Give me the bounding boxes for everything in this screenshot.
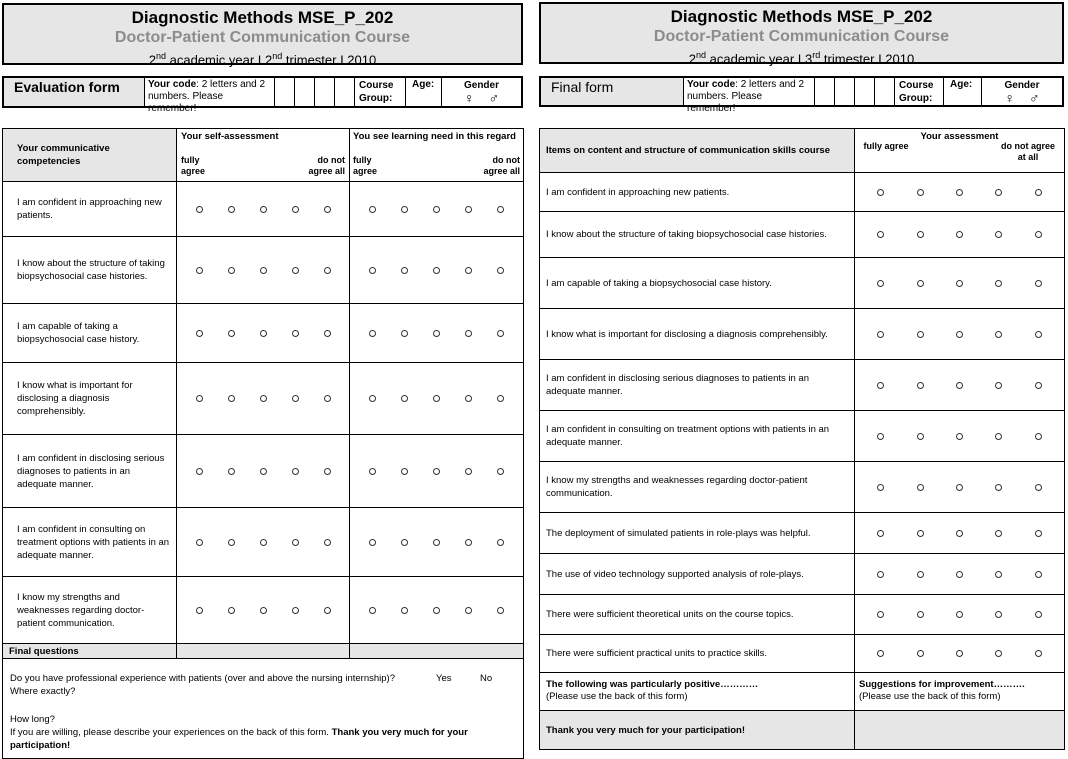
assessment-scale <box>855 635 1065 673</box>
thanks-note: Thank you very much for your participation! <box>540 711 855 750</box>
describe-note: If you are willing, please describe your experiences on the back of this form. Thank you very much for your participation! <box>10 727 468 751</box>
competencies-header: Your communicative competencies <box>3 129 177 182</box>
age-field[interactable]: Age: <box>944 78 982 105</box>
course-group-field[interactable]: Course Group: <box>895 78 944 105</box>
table-row <box>540 513 1065 554</box>
rating-radio-5[interactable] <box>324 539 331 546</box>
code-box-4[interactable] <box>875 78 895 105</box>
right-final-table <box>539 128 1065 750</box>
rating-radio-3[interactable] <box>433 395 440 402</box>
rating-radio-5[interactable] <box>497 607 504 614</box>
learning-need-scale <box>350 304 524 363</box>
item-label: I am confident in consulting on treatment options with patients in an adequate manner. <box>540 411 855 462</box>
code-box-2[interactable] <box>295 78 315 106</box>
right-header <box>539 2 1064 67</box>
table-row <box>540 635 1065 673</box>
assessment-scale <box>855 309 1065 360</box>
rating-radio-3[interactable] <box>433 607 440 614</box>
left-header <box>2 3 523 68</box>
item-label: There were sufficient theoretical units on the course topics. <box>540 595 855 635</box>
code-box-1[interactable] <box>275 78 295 106</box>
assessment-header: Your assessment fully agree do not agree at all <box>855 129 1065 173</box>
self-assessment-scale <box>177 237 350 304</box>
rating-radio-1[interactable] <box>877 189 884 196</box>
table-row <box>540 411 1065 462</box>
rating-radio-1[interactable] <box>196 395 203 402</box>
assessment-scale <box>855 513 1065 554</box>
rating-radio-5[interactable] <box>324 395 331 402</box>
rating-radio-3[interactable] <box>260 206 267 213</box>
rating-radio-5[interactable] <box>1035 611 1042 618</box>
rating-radio-5[interactable] <box>1035 280 1042 287</box>
rating-radio-2[interactable] <box>401 330 408 337</box>
rating-radio-2[interactable] <box>917 650 924 657</box>
rating-radio-1[interactable] <box>877 571 884 578</box>
rating-radio-2[interactable] <box>917 382 924 389</box>
gender-field[interactable]: Gender ♀ ♂ <box>1004 80 1040 106</box>
item-label: The deployment of simulated patients in role-plays was helpful. <box>540 513 855 554</box>
self-assessment-scale <box>177 182 350 237</box>
rating-radio-5[interactable] <box>1035 231 1042 238</box>
item-label: I know what is important for disclosing a diagnosis comprehensibly. <box>540 309 855 360</box>
rating-radio-3[interactable] <box>956 382 963 389</box>
left-evaluation-table <box>2 128 524 759</box>
code-label: Your code: 2 letters and 2 numbers. Please remember! <box>145 78 275 106</box>
item-label: I know about the structure of taking biopsychosocial case histories. <box>540 212 855 258</box>
yes-option[interactable]: Yes <box>436 673 452 684</box>
assessment-scale <box>855 411 1065 462</box>
rating-radio-1[interactable] <box>196 330 203 337</box>
rating-radio-3[interactable] <box>260 607 267 614</box>
rating-radio-4[interactable] <box>292 330 299 337</box>
code-box-4[interactable] <box>335 78 355 106</box>
rating-radio-4[interactable] <box>995 650 1002 657</box>
rating-radio-3[interactable] <box>956 571 963 578</box>
rating-radio-5[interactable] <box>324 267 331 274</box>
rating-radio-3[interactable] <box>260 330 267 337</box>
rating-radio-2[interactable] <box>401 395 408 402</box>
rating-radio-2[interactable] <box>401 607 408 614</box>
rating-radio-4[interactable] <box>995 231 1002 238</box>
rating-radio-2[interactable] <box>917 280 924 287</box>
rating-radio-5[interactable] <box>324 206 331 213</box>
experience-question: Do you have professional experience with patients (over and above the nursing internship)? <box>10 673 395 684</box>
learning-need-scale <box>350 363 524 435</box>
item-label: I am confident in approaching new patients. <box>540 173 855 212</box>
age-field[interactable]: Age: <box>406 78 442 106</box>
left-header-title: Diagnostic Methods MSE_P_202 <box>131 8 394 27</box>
rating-radio-1[interactable] <box>196 539 203 546</box>
rating-radio-1[interactable] <box>369 206 376 213</box>
item-label: There were sufficient practical units to practice skills. <box>540 635 855 673</box>
rating-radio-4[interactable] <box>465 267 472 274</box>
rating-radio-2[interactable] <box>228 607 235 614</box>
self-assessment-scale <box>177 508 350 577</box>
final-questions-block <box>3 659 524 759</box>
course-group-field[interactable]: Course Group: <box>355 78 406 106</box>
rating-radio-2[interactable] <box>228 539 235 546</box>
rating-radio-5[interactable] <box>497 539 504 546</box>
competency-label: I know my strengths and weaknesses regarding doctor-patient communication. <box>3 577 177 644</box>
rating-radio-3[interactable] <box>433 267 440 274</box>
left-header-subtitle: Doctor-Patient Communication Course <box>114 29 411 46</box>
self-assessment-scale <box>177 304 350 363</box>
rating-radio-3[interactable] <box>956 331 963 338</box>
rating-radio-2[interactable] <box>401 468 408 475</box>
table-row <box>3 363 524 435</box>
rating-radio-4[interactable] <box>292 607 299 614</box>
competency-label: I know about the structure of taking biopsychosocial case histories. <box>3 237 177 304</box>
table-row <box>3 182 524 237</box>
rating-radio-3[interactable] <box>956 433 963 440</box>
competency-label: I am capable of taking a biopsychosocial case history. <box>3 304 177 363</box>
rating-radio-2[interactable] <box>917 611 924 618</box>
rating-radio-2[interactable] <box>917 433 924 440</box>
male-icon[interactable]: ♂ <box>1028 90 1040 106</box>
rating-radio-5[interactable] <box>324 330 331 337</box>
rating-radio-4[interactable] <box>292 468 299 475</box>
rating-radio-5[interactable] <box>497 206 504 213</box>
table-row <box>540 595 1065 635</box>
rating-radio-2[interactable] <box>917 571 924 578</box>
rating-radio-1[interactable] <box>877 611 884 618</box>
rating-radio-5[interactable] <box>497 468 504 475</box>
rating-radio-5[interactable] <box>1035 331 1042 338</box>
rating-radio-4[interactable] <box>465 395 472 402</box>
male-icon[interactable]: ♂ <box>488 90 499 106</box>
self-assessment-header: Your self-assessment fully agree do not agree all <box>177 129 350 182</box>
rating-radio-4[interactable] <box>292 539 299 546</box>
table-row <box>3 508 524 577</box>
rating-radio-1[interactable] <box>877 382 884 389</box>
rating-radio-1[interactable] <box>877 280 884 287</box>
rating-radio-3[interactable] <box>956 611 963 618</box>
rating-radio-5[interactable] <box>1035 530 1042 537</box>
rating-radio-4[interactable] <box>995 331 1002 338</box>
rating-radio-1[interactable] <box>877 530 884 537</box>
rating-radio-1[interactable] <box>369 468 376 475</box>
rating-radio-4[interactable] <box>995 433 1002 440</box>
rating-radio-5[interactable] <box>1035 382 1042 389</box>
rating-radio-4[interactable] <box>465 539 472 546</box>
rating-radio-2[interactable] <box>917 189 924 196</box>
rating-radio-2[interactable] <box>228 395 235 402</box>
code-box-2[interactable] <box>835 78 855 105</box>
table-row <box>540 554 1065 595</box>
rating-radio-3[interactable] <box>260 539 267 546</box>
rating-radio-5[interactable] <box>324 607 331 614</box>
rating-radio-3[interactable] <box>260 395 267 402</box>
rating-radio-4[interactable] <box>465 468 472 475</box>
learning-need-header: You see learning need in this regard fully agree do not agree all <box>350 129 524 182</box>
rating-radio-2[interactable] <box>917 331 924 338</box>
rating-radio-2[interactable] <box>917 231 924 238</box>
rating-radio-3[interactable] <box>433 330 440 337</box>
learning-need-scale <box>350 182 524 237</box>
code-box-1[interactable] <box>815 78 835 105</box>
table-row <box>540 258 1065 309</box>
rating-radio-2[interactable] <box>917 530 924 537</box>
female-icon[interactable]: ♀ <box>464 90 475 106</box>
right-header-term: 2nd academic year I 3rd trimester I 2010 <box>688 50 915 67</box>
right-header-title: Diagnostic Methods MSE_P_202 <box>670 7 933 26</box>
table-row <box>3 237 524 304</box>
rating-radio-3[interactable] <box>956 530 963 537</box>
self-assessment-scale <box>177 435 350 508</box>
item-label: I know my strengths and weaknesses regarding doctor-patient communication. <box>540 462 855 513</box>
competency-label: I am confident in approaching new patients. <box>3 182 177 237</box>
rating-radio-2[interactable] <box>401 206 408 213</box>
assessment-scale <box>855 173 1065 212</box>
learning-need-scale <box>350 577 524 644</box>
rating-radio-1[interactable] <box>369 330 376 337</box>
rating-radio-4[interactable] <box>995 530 1002 537</box>
item-label: The use of video technology supported analysis of role-plays. <box>540 554 855 595</box>
table-row <box>3 577 524 644</box>
rating-radio-1[interactable] <box>369 267 376 274</box>
rating-radio-3[interactable] <box>956 280 963 287</box>
rating-radio-5[interactable] <box>1035 571 1042 578</box>
rating-radio-4[interactable] <box>465 330 472 337</box>
rating-radio-5[interactable] <box>1035 650 1042 657</box>
form-title: Evaluation form <box>4 78 145 106</box>
rating-radio-4[interactable] <box>465 206 472 213</box>
item-label: I am capable of taking a biopsychosocial case history. <box>540 258 855 309</box>
rating-radio-2[interactable] <box>917 484 924 491</box>
rating-radio-3[interactable] <box>433 539 440 546</box>
assessment-scale <box>855 212 1065 258</box>
assessment-scale <box>855 360 1065 411</box>
code-label: Your code: 2 letters and 2 numbers. Please remember! <box>684 78 815 105</box>
competency-label: I am confident in consulting on treatment options with patients in an adequate manner. <box>3 508 177 577</box>
rating-radio-1[interactable] <box>877 331 884 338</box>
rating-radio-1[interactable] <box>196 607 203 614</box>
rating-radio-4[interactable] <box>292 206 299 213</box>
assessment-scale <box>855 258 1065 309</box>
table-row <box>540 173 1065 212</box>
rating-radio-3[interactable] <box>956 189 963 196</box>
code-box-3[interactable] <box>315 78 335 106</box>
learning-need-scale <box>350 237 524 304</box>
rating-radio-1[interactable] <box>196 206 203 213</box>
rating-radio-1[interactable] <box>877 231 884 238</box>
rating-radio-4[interactable] <box>292 395 299 402</box>
items-header: Items on content and structure of communication skills course <box>540 129 855 173</box>
rating-radio-4[interactable] <box>465 607 472 614</box>
table-row <box>540 309 1065 360</box>
rating-radio-4[interactable] <box>995 382 1002 389</box>
table-row <box>540 462 1065 513</box>
rating-radio-5[interactable] <box>497 267 504 274</box>
rating-radio-1[interactable] <box>877 484 884 491</box>
self-assessment-scale <box>177 577 350 644</box>
how-long-question: How long? <box>10 714 55 725</box>
suggestions-field[interactable]: Suggestions for improvement………. (Please use the back of this form) <box>855 673 1065 711</box>
rating-radio-3[interactable] <box>956 650 963 657</box>
rating-radio-2[interactable] <box>228 206 235 213</box>
rating-radio-3[interactable] <box>433 468 440 475</box>
competency-label: I am confident in disclosing serious diagnoses to patients in an adequate manner. <box>3 435 177 508</box>
learning-need-scale <box>350 435 524 508</box>
rating-radio-1[interactable] <box>196 267 203 274</box>
rating-radio-4[interactable] <box>292 267 299 274</box>
rating-radio-4[interactable] <box>995 189 1002 196</box>
rating-radio-4[interactable] <box>995 611 1002 618</box>
form-title: Final form <box>541 78 684 105</box>
right-code-bar <box>539 76 1064 114</box>
assessment-scale <box>855 554 1065 595</box>
rating-radio-4[interactable] <box>995 571 1002 578</box>
table-row <box>540 360 1065 411</box>
no-option[interactable]: No <box>480 673 493 684</box>
rating-radio-5[interactable] <box>497 395 504 402</box>
final-questions-header: Final questions <box>3 644 177 659</box>
rating-radio-3[interactable] <box>956 484 963 491</box>
right-header-subtitle: Doctor-Patient Communication Course <box>653 28 950 45</box>
rating-radio-5[interactable] <box>1035 189 1042 196</box>
table-row <box>3 435 524 508</box>
left-header-term: 2nd academic year I 2nd trimester I 2010 <box>148 51 377 68</box>
positive-feedback-field[interactable]: The following was particularly positive………… (Please use the back of this form) <box>540 673 855 711</box>
table-row <box>3 304 524 363</box>
rating-radio-3[interactable] <box>260 267 267 274</box>
where-question: Where exactly? <box>10 686 76 697</box>
rating-radio-3[interactable] <box>433 206 440 213</box>
rating-radio-3[interactable] <box>956 231 963 238</box>
competency-label: I know what is important for disclosing a diagnosis comprehensibly. <box>3 363 177 435</box>
rating-radio-5[interactable] <box>1035 484 1042 491</box>
female-icon[interactable]: ♀ <box>1004 90 1016 106</box>
rating-radio-1[interactable] <box>196 468 203 475</box>
learning-need-scale <box>350 508 524 577</box>
self-assessment-scale <box>177 363 350 435</box>
rating-radio-4[interactable] <box>995 484 1002 491</box>
assessment-scale <box>855 595 1065 635</box>
rating-radio-1[interactable] <box>369 607 376 614</box>
rating-radio-1[interactable] <box>369 539 376 546</box>
rating-radio-2[interactable] <box>401 267 408 274</box>
gender-field[interactable]: Gender ♀ ♂ <box>463 80 499 106</box>
rating-radio-1[interactable] <box>877 650 884 657</box>
rating-radio-5[interactable] <box>497 330 504 337</box>
rating-radio-2[interactable] <box>228 468 235 475</box>
assessment-scale <box>855 462 1065 513</box>
table-row <box>540 212 1065 258</box>
rating-radio-3[interactable] <box>260 468 267 475</box>
rating-radio-2[interactable] <box>228 267 235 274</box>
left-table-header <box>3 129 524 182</box>
rating-radio-5[interactable] <box>1035 433 1042 440</box>
rating-radio-5[interactable] <box>324 468 331 475</box>
code-box-3[interactable] <box>855 78 875 105</box>
rating-radio-1[interactable] <box>369 395 376 402</box>
left-code-bar <box>2 76 523 114</box>
rating-radio-1[interactable] <box>877 433 884 440</box>
rating-radio-4[interactable] <box>995 280 1002 287</box>
item-label: I am confident in disclosing serious diagnoses to patients in an adequate manner. <box>540 360 855 411</box>
rating-radio-2[interactable] <box>228 330 235 337</box>
rating-radio-2[interactable] <box>401 539 408 546</box>
